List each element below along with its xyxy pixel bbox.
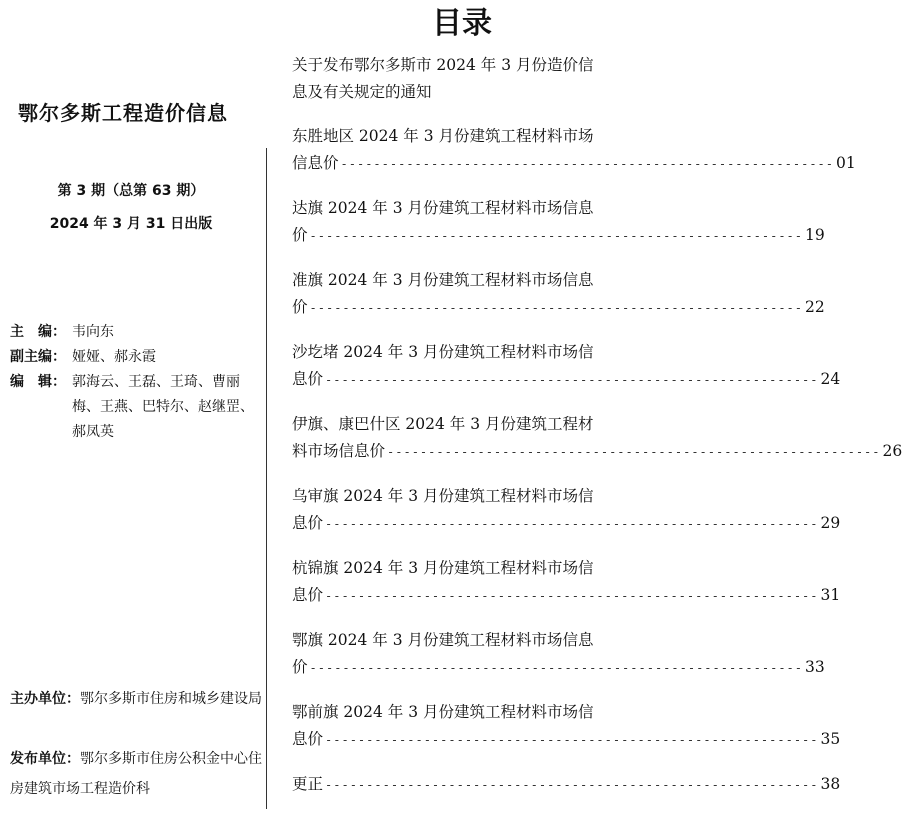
editor-names: 娅娅、郝永霞 bbox=[72, 345, 260, 370]
toc-page-number: 31 bbox=[821, 582, 841, 609]
toc-entry-title-cont: 信息价 bbox=[292, 150, 339, 177]
toc-leader-dashes: ------------------------------------------------------------ bbox=[310, 655, 803, 682]
toc-page-number: 29 bbox=[821, 510, 841, 537]
toc-leader-dashes: ------------------------------------------------------------ bbox=[310, 223, 803, 250]
editor-row-chief bbox=[10, 320, 260, 345]
toc-page-number: 38 bbox=[821, 771, 841, 798]
table-of-contents bbox=[292, 52, 632, 816]
toc-entry-title: 关于发布鄂尔多斯市 2024 年 3 月份造价信 bbox=[292, 52, 632, 79]
toc-page-number: 35 bbox=[821, 726, 841, 753]
toc-entry-title: 达旗 2024 年 3 月份建筑工程材料市场信息 bbox=[292, 195, 632, 222]
toc-entry-title: 杭锦旗 2024 年 3 月份建筑工程材料市场信 bbox=[292, 555, 632, 582]
toc-entry[interactable] bbox=[292, 411, 632, 466]
editor-label: 副主编： bbox=[10, 345, 72, 370]
editor-label: 编 辑： bbox=[10, 370, 72, 445]
toc-leader-dashes: ------------------------------------------------------------ bbox=[310, 295, 803, 322]
toc-entry-title-cont: 息及有关规定的通知 bbox=[292, 79, 632, 106]
toc-leader-dashes: ------------------------------------------------------------ bbox=[387, 439, 880, 466]
issue-number: 第 3 期（总第 63 期） bbox=[0, 180, 262, 200]
toc-entry-title: 准旗 2024 年 3 月份建筑工程材料市场信息 bbox=[292, 267, 632, 294]
toc-page-number: 19 bbox=[805, 222, 825, 249]
publisher-unit bbox=[10, 744, 262, 804]
toc-leader-dashes: ------------------------------------------------------------ bbox=[325, 511, 818, 538]
sponsor-name: 鄂尔多斯市住房和城乡建设局 bbox=[80, 691, 262, 707]
editor-row-deputy bbox=[10, 345, 260, 370]
toc-leader-dashes: ------------------------------------------------------------ bbox=[325, 367, 818, 394]
toc-leader-dashes: ------------------------------------------------------------ bbox=[325, 727, 818, 754]
toc-heading: 目录 bbox=[292, 4, 632, 44]
toc-entry-title-cont: 料市场信息价 bbox=[292, 438, 385, 465]
toc-page-number: 26 bbox=[883, 438, 902, 465]
publisher-name: 鄂尔多斯市住房公积金中心住房建筑市场工程造价科 bbox=[10, 751, 262, 797]
toc-entry-title: 乌审旗 2024 年 3 月份建筑工程材料市场信 bbox=[292, 483, 632, 510]
toc-leader-dashes: ------------------------------------------------------------ bbox=[325, 772, 818, 799]
toc-entry-title-cont: 息价 bbox=[292, 510, 323, 537]
toc-entry[interactable] bbox=[292, 483, 632, 538]
toc-entry-title: 鄂旗 2024 年 3 月份建筑工程材料市场信息 bbox=[292, 627, 632, 654]
toc-entry-title: 更正 bbox=[292, 771, 323, 798]
toc-entry[interactable] bbox=[292, 627, 632, 682]
toc-entry-title-cont: 价 bbox=[292, 222, 308, 249]
toc-entry[interactable] bbox=[292, 555, 632, 610]
toc-entry-title-cont: 息价 bbox=[292, 726, 323, 753]
toc-page-number: 22 bbox=[805, 294, 825, 321]
toc-page-number: 33 bbox=[805, 654, 825, 681]
toc-entry-title-cont: 息价 bbox=[292, 582, 323, 609]
editor-label: 主 编： bbox=[10, 320, 72, 345]
publisher-label: 发布单位： bbox=[10, 751, 80, 767]
toc-leader-dashes: ------------------------------------------------------------ bbox=[341, 151, 834, 178]
toc-leader-dashes: ------------------------------------------------------------ bbox=[325, 583, 818, 610]
toc-entry-title: 沙圪堵 2024 年 3 月份建筑工程材料市场信 bbox=[292, 339, 632, 366]
toc-page-number: 01 bbox=[836, 150, 856, 177]
masthead bbox=[0, 0, 262, 809]
toc-entry-title: 伊旗、康巴什区 2024 年 3 月份建筑工程材 bbox=[292, 411, 632, 438]
toc-page-number: 24 bbox=[821, 366, 841, 393]
toc-entry-title: 鄂前旗 2024 年 3 月份建筑工程材料市场信 bbox=[292, 699, 632, 726]
toc-entry-correction[interactable] bbox=[292, 771, 632, 799]
toc-entry-title-cont: 价 bbox=[292, 294, 308, 321]
toc-entry[interactable] bbox=[292, 267, 632, 322]
sponsor-unit bbox=[10, 684, 262, 714]
editor-names: 韦向东 bbox=[72, 320, 260, 345]
column-divider bbox=[266, 148, 267, 809]
editor-row-editors bbox=[10, 370, 260, 445]
toc-entry[interactable] bbox=[292, 195, 632, 250]
toc-entry[interactable] bbox=[292, 339, 632, 394]
toc-entry-title-cont: 息价 bbox=[292, 366, 323, 393]
toc-entry-title: 东胜地区 2024 年 3 月份建筑工程材料市场 bbox=[292, 123, 632, 150]
toc-entry[interactable] bbox=[292, 699, 632, 754]
publish-date: 2024 年 3 月 31 日出版 bbox=[0, 213, 262, 233]
publication-title: 鄂尔多斯工程造价信息 bbox=[18, 97, 258, 126]
editor-names: 郭海云、王磊、王琦、曹丽梅、王燕、巴特尔、赵继罡、郝凤英 bbox=[72, 370, 260, 445]
toc-entry-notice[interactable] bbox=[292, 52, 632, 106]
toc-entry-title-cont: 价 bbox=[292, 654, 308, 681]
sponsor-label: 主办单位： bbox=[10, 691, 80, 707]
editor-list bbox=[10, 320, 260, 445]
toc-entry[interactable] bbox=[292, 123, 632, 178]
